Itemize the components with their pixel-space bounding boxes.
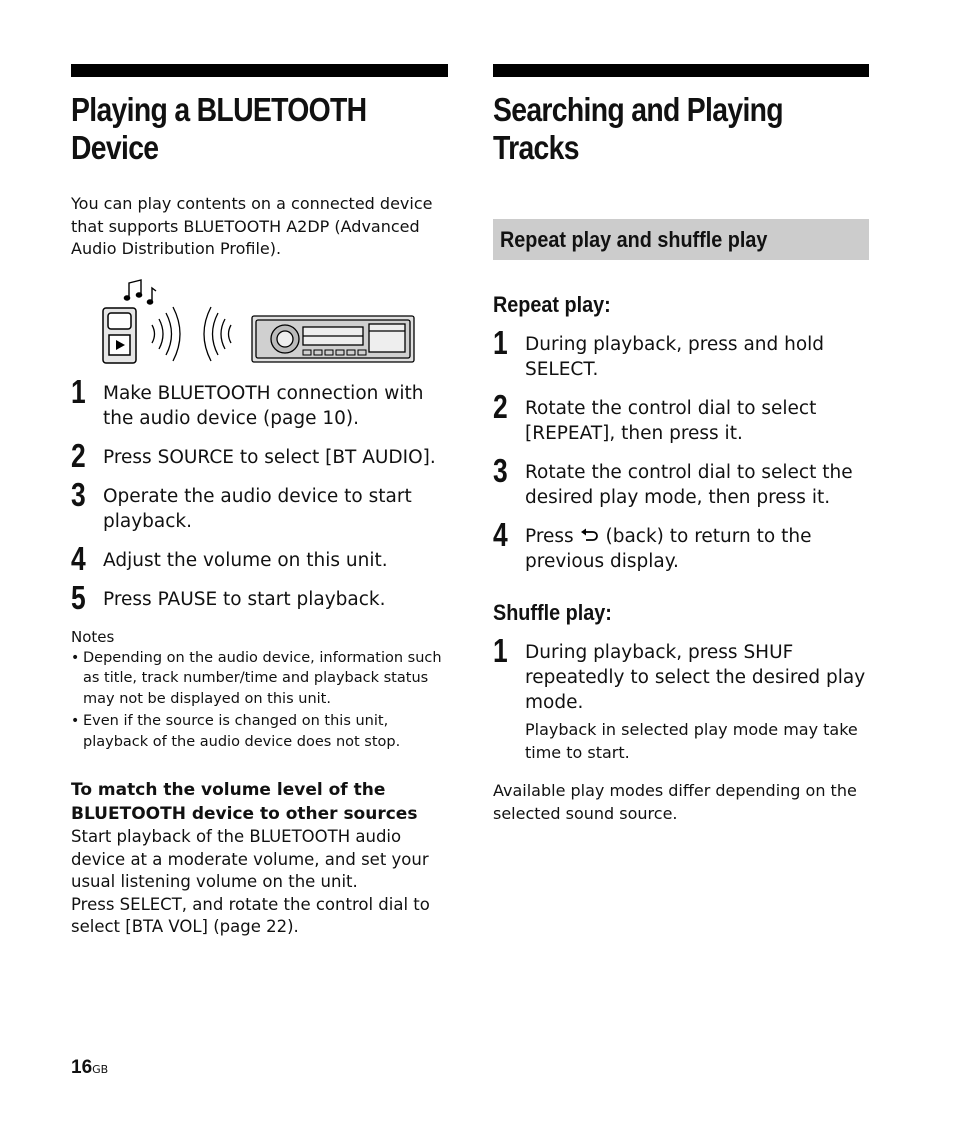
step-item: [493, 388, 869, 446]
step-number: 5: [71, 578, 86, 616]
right-column: [493, 64, 869, 825]
back-arrow-icon: [580, 528, 600, 544]
left-column: [71, 64, 448, 939]
step-item: [71, 436, 448, 474]
step-text: Rotate the control dial to select the desired play mode, then press it.: [525, 462, 853, 508]
step-item: [493, 516, 869, 574]
step-item: [71, 578, 448, 616]
music-notes-icon: [124, 280, 156, 304]
notes-title: Notes: [71, 627, 115, 646]
bluetooth-illustration: [71, 271, 448, 381]
step-text: Rotate the control dial to select [REPEAT], then press it.: [525, 398, 817, 444]
step-item: [493, 324, 869, 382]
shuffle-steps: [493, 632, 869, 764]
step-item: [71, 539, 448, 577]
intro-text: You can play contents on a connected device that supports BLUETOOTH A2DP (Advanced Audio Distribution Profile).: [71, 194, 433, 258]
repeat-play-title: Repeat play:: [493, 292, 611, 317]
volume-match-text: Press SELECT, and rotate the control dial to select [BTA VOL] (page 22).: [71, 894, 430, 936]
bluetooth-diagram: [71, 271, 448, 381]
step-text: Make BLUETOOTH connection with the audio device (page 10).: [103, 382, 424, 429]
step-number: 2: [71, 436, 86, 474]
volume-match-heading: To match the volume level of the BLUETOOTH device to other sources: [71, 780, 418, 824]
play-modes-note: Available play modes differ depending on the selected sound source.: [493, 781, 857, 823]
shuffle-play-title: Shuffle play:: [493, 600, 612, 625]
step-number: 3: [71, 475, 86, 513]
section-title-bluetooth: Playing a BLUETOOTH Device: [71, 91, 367, 166]
step-text: Press PAUSE to start playback.: [103, 588, 386, 610]
step-item: [493, 632, 869, 764]
step-text: Adjust the volume on this unit.: [103, 549, 388, 571]
step-text: During playback, press SHUF repeatedly to select the desired play mode.: [525, 642, 866, 713]
step-number: 1: [71, 372, 86, 410]
car-stereo-unit: [252, 316, 414, 362]
signal-waves-icon: [204, 307, 231, 361]
audio-device-icon: [103, 308, 136, 363]
step-item: [493, 452, 869, 510]
repeat-shuffle-banner: Repeat play and shuffle play: [493, 219, 869, 260]
step-text: Press SOURCE to select [BT AUDIO].: [103, 446, 436, 468]
section-rule: [71, 64, 448, 77]
note-item: • Even if the source is changed on this unit, playback of the audio device does not stop.: [71, 711, 448, 752]
repeat-steps: [493, 324, 869, 574]
step-item: [71, 475, 448, 534]
signal-waves-icon: [152, 307, 180, 361]
step-number: 1: [493, 632, 508, 669]
bluetooth-steps: [71, 372, 448, 616]
section-rule: [493, 64, 869, 77]
step-number: 3: [493, 452, 508, 489]
step-number: 2: [493, 388, 508, 425]
step-text: Press (back) to return to the previous display.: [525, 526, 812, 572]
step-subtext: Playback in selected play mode may take time to start.: [525, 720, 858, 762]
page-number: 16GB: [71, 1057, 109, 1078]
step-text: During playback, press and hold SELECT.: [525, 334, 825, 380]
step-number: 1: [493, 324, 508, 361]
step-number: 4: [71, 539, 86, 577]
step-text: Operate the audio device to start playback.: [103, 485, 412, 532]
step-item: [71, 372, 448, 431]
step-number: 4: [493, 516, 508, 553]
section-title-searching: Searching and Playing Tracks: [493, 91, 783, 166]
volume-match-text: Start playback of the BLUETOOTH audio device at a moderate volume, and set your usual listening volume on the unit.: [71, 827, 429, 891]
note-item: • Depending on the audio device, information such as title, track number/time and playback status may not be displayed on this unit.: [71, 648, 448, 710]
